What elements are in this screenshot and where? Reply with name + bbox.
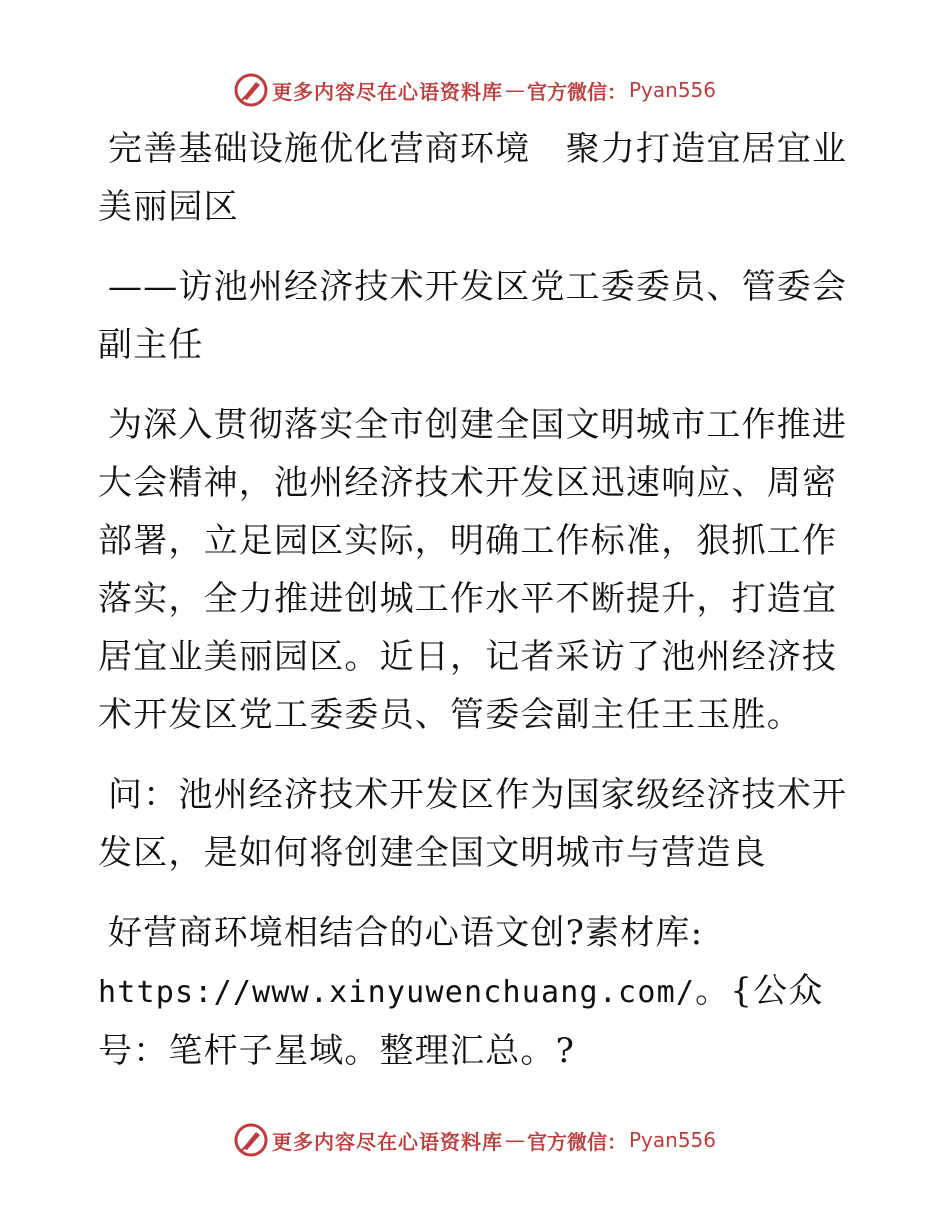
banner-wechat-id: Pyan556 [628, 1128, 716, 1152]
interview-question: 问：池州经济技术开发区作为国家级经济技术开发区，是如何将创建全国文明城市与营造良 [98, 775, 848, 873]
banner-slogan: 更多内容尽在心语资料库 [271, 1129, 503, 1154]
footer-banner [0, 1120, 950, 1160]
banner-slogan: 更多内容尽在心语资料库 [271, 79, 503, 104]
quill-pen-icon [234, 1123, 268, 1157]
banner-separator: — [504, 78, 525, 102]
article-intro: 为深入贯彻落实全市创建全国文明城市工作推进大会精神，池州经济技术开发区迅速响应、周密部署，立足园区实际，明确工作标准，狠抓工作落实，全力推进创城工作水平不断提升，打造宜居宜业美丽园区。近日，记者采访了池州经济技术开发区党工委委员、管委会副主任王玉胜。 [98, 405, 848, 735]
header-banner [0, 70, 950, 110]
banner-wechat-label: 官方微信： [526, 1129, 627, 1154]
article-subtitle: ——访池州经济技术开发区党工委委员、管委会副主任 [98, 267, 848, 365]
quill-pen-icon [234, 73, 268, 107]
source-url-link[interactable]: https://www.xinyuwenchuang.com/ [98, 975, 696, 1010]
article-continuation [98, 904, 858, 1080]
banner-wechat-label: 官方微信： [526, 79, 627, 104]
article-title: 完善基础设施优化营商环境 聚力打造宜居宜业美丽园区 [98, 129, 848, 227]
article-body [98, 120, 858, 1102]
closing-text: 。{公众号：笔杆子星域。整理汇总。? [98, 971, 824, 1071]
banner-separator: — [504, 1128, 525, 1152]
banner-wechat-id: Pyan556 [628, 78, 716, 102]
continuation-text: 好营商环境相结合的心语文创?素材库: [108, 913, 704, 953]
